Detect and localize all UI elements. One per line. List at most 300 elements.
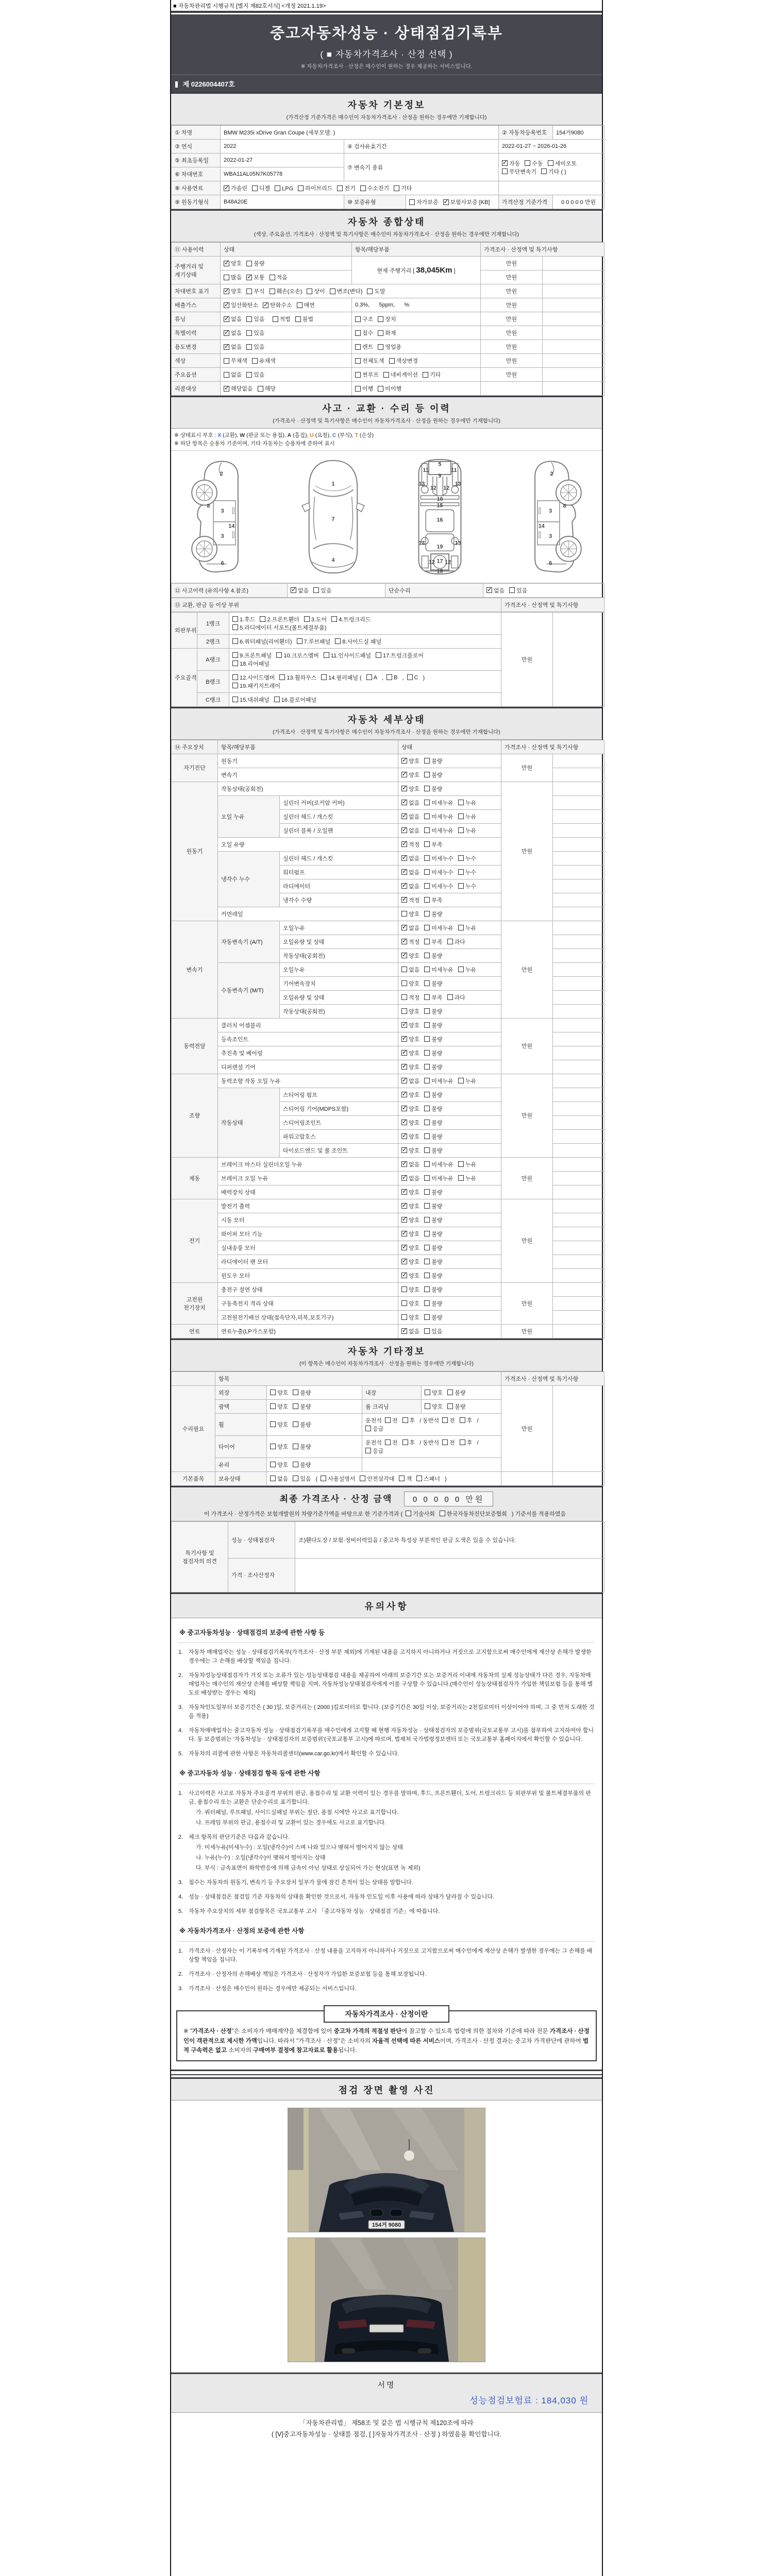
state-checks — [398, 1282, 501, 1296]
checkbox-icon — [447, 939, 453, 944]
checkbox-option: 불량 — [424, 1299, 442, 1308]
notice-item-number: 5. — [178, 1751, 183, 1757]
checkbox-icon — [424, 1064, 430, 1070]
checkbox-option: ✓ 양호 — [401, 1118, 419, 1127]
checkbox-option: 불량 — [447, 1388, 465, 1397]
checkbox-option: ✓ 없음 — [224, 329, 242, 337]
checkbox-icon — [293, 1389, 298, 1395]
price-cell: 만원 — [501, 1324, 553, 1338]
col-header: ⑬ 교환, 판금 등 이상 부위 — [172, 598, 501, 612]
checkbox-icon — [402, 1439, 408, 1445]
state-checks — [398, 754, 501, 768]
checkbox-icon — [385, 1439, 391, 1445]
checkbox-icon — [440, 1511, 445, 1516]
checkbox-checked-icon — [401, 1133, 407, 1139]
checkbox-option: 10.크로스멤버 — [276, 651, 318, 659]
checkbox-icon — [335, 638, 341, 644]
checkbox-icon — [298, 185, 304, 191]
svg-text:9: 9 — [438, 472, 442, 479]
checkbox-option: ✓ 양호 — [401, 1063, 419, 1071]
checkbox-icon — [424, 758, 430, 764]
section-title: 자동차 종합상태 — [347, 217, 426, 227]
checkbox-option: ✓ 양호 — [401, 1202, 419, 1210]
checkbox-icon — [232, 674, 238, 680]
empty-cell — [553, 809, 604, 823]
final-price-band — [171, 1486, 602, 1521]
table-row — [172, 298, 604, 312]
item-label: 스티어링 기어(MDPS포함) — [280, 1101, 398, 1115]
overall-state-table — [171, 242, 604, 396]
checkbox-option: ✓ 없음 — [401, 1077, 419, 1085]
legend-mark: T — [355, 432, 358, 438]
checkbox-option: 미세누유 — [424, 812, 453, 821]
checkbox-option: 전 — [442, 1438, 455, 1447]
legend-line: ※ 상태표시 부호 : X (교환), W (판금 또는 용접), A (흠집), U (요철), C (부식), T (손상) — [174, 432, 374, 438]
svg-text:11: 11 — [423, 467, 429, 473]
checkbox-icon — [460, 1439, 465, 1445]
checkbox-icon — [297, 638, 303, 644]
state-checks — [398, 1046, 501, 1060]
table-row — [172, 1324, 604, 1338]
checkbox-icon — [424, 1106, 430, 1111]
item-label: 스티어링 펌프 — [280, 1088, 398, 1101]
item-label: 작동상태(공회전) — [218, 782, 398, 795]
checkbox-icon — [313, 587, 319, 593]
checkbox-option: 불량 — [424, 1146, 442, 1155]
device-label: 조향 — [172, 1074, 218, 1157]
checkbox-icon — [355, 316, 361, 322]
price-cell: 만원 — [481, 312, 543, 326]
empty-cell — [553, 823, 604, 837]
checkbox-icon — [365, 1426, 371, 1431]
empty-cell — [553, 1171, 604, 1185]
state-mark-legend — [171, 429, 602, 451]
checkbox-icon — [386, 674, 392, 680]
checkbox-option: B — [386, 674, 397, 681]
state-checks — [221, 326, 352, 340]
checkbox-icon — [276, 652, 282, 658]
inspection-photos — [171, 2100, 602, 2372]
checkbox-option: 미세누유 — [424, 965, 453, 974]
notice-item — [178, 1671, 595, 1698]
check-cell — [362, 1435, 501, 1458]
checkbox-option: C — [407, 674, 418, 681]
field-value: 2022 — [221, 140, 344, 154]
state-checks — [398, 1032, 501, 1046]
checkbox-option: 침수 — [355, 329, 373, 337]
empty-cell — [362, 1458, 501, 1471]
svg-text:8: 8 — [207, 502, 210, 509]
checkbox-option: 수소전기 — [360, 184, 390, 192]
section-title: 사고 · 교환 · 수리 등 이력 — [322, 403, 451, 414]
notice-sub-item: 나. 프레임 부위의 판금, 용접수리 및 교환이 있는 경우에도 사고로 표기합니다. — [196, 1819, 386, 1826]
notice-item-number: 2. — [178, 1834, 183, 1840]
checkbox-icon — [548, 160, 553, 166]
checkbox-checked-icon — [401, 883, 407, 889]
checkbox-icon — [424, 1286, 430, 1292]
svg-text:13: 13 — [418, 481, 425, 487]
section-title: 자동차 기본정보 — [347, 100, 426, 110]
checkbox-icon — [293, 1444, 298, 1449]
notice-item-text: 체크 항목의 판단기준은 다음과 같습니다. 가. 미세누유(미세누수) : 오일(냉각수)이 스며 나와 있으나 맺혀서 떨어지지 않는 상태 나. 누유(누수) : 오일(냉각수)이 맺혀서 떨어지는 상태 다. 부식 : 금속표면이 화학반응에 의해 금속이 아닌 상태로 상실되어 가는 현상(표면 녹 제외) — [189, 1833, 595, 1873]
legend-mark: C — [332, 432, 337, 438]
checkbox-option: 누유 — [458, 812, 476, 821]
state-checks — [221, 312, 352, 326]
svg-text:11: 11 — [451, 467, 457, 473]
item-label: 오일누유 — [280, 921, 398, 935]
state-checks — [398, 1213, 501, 1227]
state-checks — [398, 768, 501, 782]
row-label: 용도변경 — [172, 340, 221, 354]
empty-cell — [553, 782, 604, 795]
checkbox-option: 후 — [402, 1438, 415, 1447]
table-row — [172, 782, 604, 795]
field-label: ② 자동차등록번호 — [499, 126, 553, 140]
checkbox-option: 불량 — [424, 1035, 442, 1043]
item-label: 와이퍼 모터 기능 — [218, 1227, 398, 1241]
checkbox-option: 불량 — [293, 1420, 311, 1429]
checkbox-option: 디젤 — [252, 184, 270, 192]
checkbox-icon — [355, 358, 361, 364]
checkbox-icon — [424, 1245, 430, 1250]
empty-cell — [553, 1129, 604, 1143]
inline-text: ) 기준서를 적용하였음 — [511, 1511, 566, 1517]
sub-label: 자동변속기 (A/T) — [218, 921, 280, 962]
checkbox-icon — [424, 897, 430, 903]
checkbox-icon — [260, 616, 265, 622]
checkbox-option: ✓ 양호 — [401, 757, 419, 765]
checkbox-checked-icon — [401, 814, 407, 819]
empty-cell — [553, 1032, 604, 1046]
item-cell — [352, 354, 481, 368]
table-header-row — [172, 243, 604, 257]
notice-item — [178, 1703, 595, 1721]
checkbox-icon — [232, 624, 238, 630]
checkbox-checked-icon — [401, 786, 407, 791]
checkbox-option: ✓ 없음 — [401, 812, 419, 821]
item-label: 냉각수 수량 — [280, 893, 398, 907]
checkbox-icon — [424, 1300, 430, 1306]
checkbox-option: 불량 — [424, 1007, 442, 1015]
checkbox-checked-icon — [401, 1259, 407, 1264]
empty-cell — [543, 326, 604, 340]
checkbox-icon — [458, 925, 464, 930]
checkbox-icon — [424, 980, 430, 986]
price-cell: 만원 — [481, 340, 543, 354]
notice-item — [178, 1970, 595, 1979]
checkbox-icon — [246, 289, 252, 294]
checkbox-option: 누수 — [458, 868, 476, 876]
price-cell: 만원 — [481, 298, 543, 312]
field-label: 광택 — [215, 1399, 267, 1413]
empty-header — [172, 1371, 215, 1385]
empty-cell — [553, 1255, 604, 1268]
price-cell — [481, 382, 543, 396]
price-cell: 만원 — [481, 354, 543, 368]
empty-cell — [553, 921, 604, 935]
table-header-row — [172, 598, 604, 612]
notice-item — [178, 1907, 595, 1916]
checkbox-option: ✓ 적정 — [401, 938, 419, 946]
checkbox-option: 적법 — [273, 315, 291, 323]
checkbox-icon — [424, 953, 430, 958]
divider — [171, 2070, 602, 2071]
notice-item-number: 1. — [178, 1947, 183, 1954]
checkbox-option: 누유 — [458, 965, 476, 974]
item-label: 스티어링조인트 — [280, 1115, 398, 1129]
car-side-right-diagram — [496, 455, 597, 579]
checkbox-icon — [355, 344, 361, 350]
checkbox-option: 전 — [385, 1438, 398, 1447]
checkbox-option: LPG — [275, 185, 293, 192]
checkbox-option: ✓ 양호 — [401, 952, 419, 960]
empty-cell — [543, 382, 604, 396]
row-label: 색상 — [172, 354, 221, 368]
checkbox-checked-icon — [401, 1203, 407, 1209]
notice-item-number: 3. — [178, 1879, 183, 1886]
checkbox-option: 네비게이션 — [383, 370, 418, 379]
checkbox-icon — [366, 674, 372, 680]
field-value: 2022-01-27 ~ 2026-01-26 — [499, 140, 604, 154]
table-row — [172, 583, 604, 597]
checkbox-option: 불량 — [424, 1285, 442, 1294]
exchange-header-table — [171, 598, 604, 612]
checkbox-option: ✓ 가솔린 — [224, 184, 247, 192]
checkbox-option: 있음 — [424, 1327, 442, 1335]
state-checks — [221, 298, 352, 312]
checkbox-option: 불량 — [424, 1105, 442, 1113]
price-cell: 만원 — [501, 1074, 553, 1157]
notice-item-text: 자동차 매매업자는 성능 · 상태점검기록부(가격조사 · 산정 부분 제외)에 기재된 내용을 고지하지 아니하거나 거짓으로 고지함으로써 매수인에게 재산상 손해가 발생한 경우에는 그 손해를 배상할 책임을 집니다. — [189, 1649, 592, 1664]
checkbox-option: 불량 — [424, 1021, 442, 1029]
notice-item-text: 자동차 주요장치의 세부 점검항목은 국토교통부 고시 「중고자동차 성능 · 상태점검 기준」에 따릅니다. — [189, 1908, 440, 1915]
checkbox-icon — [424, 1259, 430, 1264]
checkbox-icon — [425, 1403, 430, 1409]
empty-cell — [553, 1060, 604, 1074]
checkbox-icon — [424, 1133, 430, 1139]
notice-item-text: 자동차의 리콜에 관한 사항은 자동차리콜센터(www.car.go.kr)에서 확인할 수 있습니다. — [189, 1751, 399, 1757]
checkbox-option: 미세누수 — [424, 854, 453, 862]
checkbox-option: 이행 — [355, 384, 373, 393]
state-checks — [398, 893, 501, 907]
checkbox-option: 불량 — [424, 785, 442, 793]
empty-cell — [543, 312, 604, 326]
checkbox-option: 응급 — [365, 1425, 383, 1433]
checkbox-option: 유채색 — [252, 357, 276, 365]
empty-cell — [553, 851, 604, 865]
svg-text:6: 6 — [549, 560, 552, 567]
svg-text:13: 13 — [455, 540, 461, 547]
checkbox-icon — [246, 261, 252, 266]
checkbox-icon — [270, 275, 275, 280]
svg-text:12: 12 — [428, 559, 435, 566]
state-checks — [398, 879, 501, 893]
row-label: 특별이력 — [172, 326, 221, 340]
checkbox-icon — [401, 911, 407, 917]
checkbox-icon — [424, 786, 430, 791]
item-label: 원동기 — [218, 754, 398, 768]
mileage-cell: 현재 주행거리 [ 38,045Km ] — [352, 257, 481, 284]
table-row — [172, 1074, 604, 1088]
checkbox-icon — [407, 674, 413, 680]
checkbox-option: 기타 ( ) — [541, 167, 566, 176]
inline-text: , — [402, 674, 404, 681]
col-header: 가격조사 · 산정액 및 특기사항 — [501, 598, 604, 612]
checkbox-checked-icon — [224, 344, 229, 350]
empty-cell — [553, 1185, 604, 1199]
checkbox-option: 불량 — [424, 1202, 442, 1210]
svg-text:19: 19 — [436, 543, 443, 550]
checkbox-option: 누유 — [458, 826, 476, 835]
section-note: (색상, 주요옵션, 가격조사 · 산정액 및 특기사항은 매수인이 자동차가격조사 · 산정을 원하는 경우에만 기재합니다) — [254, 231, 519, 238]
state-checks — [398, 1171, 501, 1185]
checkbox-option: 3.도어 — [304, 615, 327, 623]
state-checks — [398, 837, 501, 851]
section-overall-state — [171, 209, 602, 242]
checkbox-option: 불법 — [295, 315, 313, 323]
price-cell: 만원 — [481, 257, 543, 270]
car-top-diagram — [283, 455, 383, 579]
notice-item-text: 가격조사 · 산정은 매수인이 원하는 경우에만 제공되는 서비스입니다. — [189, 1985, 357, 1992]
notice-title: 유의사항 — [364, 1601, 409, 1612]
legend-note2: ※ 하단 항목은 승용차 기준이며, 기타 자동차는 승용차에 준하여 표시 — [174, 440, 335, 447]
checkbox-option: 불량 — [424, 1063, 442, 1071]
checkbox-option: ✓ 양호 — [401, 1272, 419, 1280]
inline-text: 이 가격조사 · 산정가격은 보험개발원의 차량기준가액을 바탕으로 한 기준가격과 ( — [204, 1511, 403, 1517]
empty-cell — [553, 1046, 604, 1060]
checkbox-option: 18.리어패널 — [232, 659, 270, 668]
checkbox-option: 없음 — [401, 965, 419, 974]
checkbox-option: ✓ 양호 — [401, 1049, 419, 1057]
checkbox-option: 장치 — [378, 315, 396, 323]
field-label: 유리 — [215, 1458, 267, 1471]
checkbox-icon — [525, 160, 530, 166]
checkbox-option: 세미오토 — [548, 159, 577, 167]
table-row — [172, 195, 604, 209]
item-label: 클러치 어셈블리 — [218, 1018, 398, 1032]
item-label: 워터펌프 — [280, 865, 398, 879]
empty-cell — [553, 879, 604, 893]
checkbox-icon — [424, 883, 430, 889]
checkbox-icon — [424, 1120, 430, 1125]
car-damage-diagrams — [171, 451, 602, 583]
price-cell: 만원 — [501, 921, 553, 1018]
price-cell: 만원 — [501, 754, 553, 782]
notice-item-number: 3. — [178, 1704, 183, 1711]
state-checks — [398, 962, 501, 976]
checkbox-icon — [424, 1273, 430, 1278]
checkbox-checked-icon — [224, 386, 229, 392]
checkbox-option: 전 — [385, 1416, 398, 1425]
price-cell: 만원 — [481, 368, 543, 382]
item-cell: 0.3%, 5ppm, % — [352, 298, 481, 312]
checkbox-option: 매연 — [297, 301, 315, 309]
checkbox-icon — [273, 316, 278, 322]
checkbox-icon — [355, 330, 361, 336]
checkbox-icon — [224, 358, 229, 364]
checkbox-checked-icon — [401, 1036, 407, 1042]
price-survey-box-text: ※ "가격조사 · 산정"은 소비자가 매매계약을 체결함에 있어 중고차 가격의 적절성 판단에 참고할 수 있도록 법령에 의한 절차와 기준에 따라 전문 가격조사 · 산정인이 객관적으로 제시한 가액입니다. 따라서 "가격조사 · 산정"은 소비자의 자율적 선택에 따른 서비스이며, 가격조사 · 산정 결과는 중고차 가격판단에 관하여 법적 구속력은 없고 소비자의 구매여부 결정에 참고자료로 활용됩니다. — [183, 2028, 590, 2054]
table-row — [172, 1471, 604, 1485]
item-label: 실린더 헤드 / 개스킷 — [280, 851, 398, 865]
item-label: 등속조인트 — [218, 1032, 398, 1046]
legend-mark: W — [240, 432, 245, 438]
svg-text:14: 14 — [228, 522, 235, 529]
inline-text: ) — [423, 674, 425, 681]
checkbox-option: 있음 — [293, 1475, 311, 1483]
checkbox-option: 많음 — [224, 273, 242, 281]
table-header-row — [172, 1371, 604, 1385]
table-row — [172, 382, 604, 396]
checkbox-icon — [424, 1008, 430, 1014]
empty-cell — [553, 1385, 604, 1471]
checkbox-option: A — [366, 674, 377, 681]
table-row — [172, 921, 604, 935]
table-row — [172, 1521, 604, 1558]
checkbox-icon — [279, 674, 285, 680]
table-row — [172, 257, 604, 270]
checkbox-option: 전체도색 — [355, 357, 384, 365]
checkbox-checked-icon — [246, 275, 252, 280]
checkbox-option: ✓ 보통 — [246, 273, 264, 281]
checkbox-option: ✓ 양호 — [401, 1132, 419, 1141]
empty-cell — [553, 1074, 604, 1088]
checkbox-icon — [270, 1444, 276, 1449]
checkbox-checked-icon — [502, 160, 508, 166]
checkbox-icon — [232, 638, 238, 644]
sub-label: 작동상태 — [218, 1088, 280, 1157]
checkbox-option: 불량 — [424, 1091, 442, 1099]
checkbox-icon — [232, 616, 238, 622]
empty-cell — [553, 1004, 604, 1018]
checkbox-option: 영업용 — [378, 343, 401, 351]
item-label: 작동상태(공회전) — [280, 948, 398, 962]
checkbox-option: 미세누유 — [424, 826, 453, 835]
checkbox-option: 불량 — [424, 1216, 442, 1224]
checkbox-icon — [383, 372, 389, 378]
checkbox-option: ✓ 양호 — [401, 1146, 419, 1155]
checkbox-icon — [424, 841, 430, 847]
checkbox-option: 누유 — [458, 1160, 476, 1168]
notice-sub-item: 가. 쿼터패널, 루프패널, 사이드실패널 부위는 절단, 용접 시에만 사고로 표기합니다. — [196, 1809, 399, 1816]
checkbox-option: 적음 — [270, 273, 288, 281]
checkbox-option: 미세누유 — [424, 1174, 453, 1182]
checkbox-option: ✓ 양호 — [401, 785, 419, 793]
state-checks — [398, 1324, 501, 1338]
checkbox-icon — [293, 1476, 298, 1481]
checkbox-icon — [424, 1314, 430, 1320]
checkbox-option: 불량 — [424, 1188, 442, 1196]
empty-cell — [553, 1199, 604, 1213]
report-subtitle: ( ■ 자동차가격조사 · 산정 선택 ) — [320, 49, 453, 59]
checkbox-option: 썬루프 — [355, 370, 379, 379]
item-cell — [352, 368, 481, 382]
checkbox-option: 양호 — [401, 1007, 419, 1015]
report-title: 중고자동차성능 · 상태점검기록부 — [270, 25, 503, 42]
accident-checks — [288, 583, 385, 597]
svg-text:16: 16 — [436, 517, 443, 523]
checkbox-icon — [424, 1036, 430, 1042]
empty-cell — [553, 837, 604, 851]
checkbox-icon — [447, 994, 453, 1000]
checkbox-option: 양호 — [270, 1420, 288, 1429]
state-checks — [398, 990, 501, 1004]
checkbox-checked-icon — [224, 289, 229, 294]
col-header: 가격조사 · 산정액 및 특기사항 — [481, 243, 604, 257]
field-label: ③ 연식 — [172, 140, 221, 154]
item-label: 브레이크 마스터 실린더오일 누유 — [218, 1157, 398, 1171]
svg-text:3: 3 — [221, 533, 224, 539]
